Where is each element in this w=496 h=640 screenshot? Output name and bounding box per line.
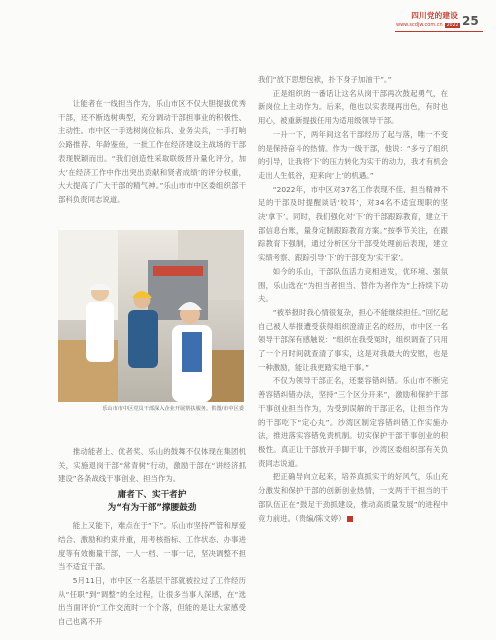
paragraph: 一升一下，两年间这名干部经历了起与落，唯一不变的是保持奋斗的热情。作为一级干部，他说：“多亏了组织的引导，让我将‘下’的压力转化为实干的动力，我才有机会走出人生低谷，迎来向‘上’的机遇。”	[258, 129, 448, 180]
paragraph-final	[258, 470, 448, 525]
paragraph: “被举报时我心情很复杂，担心不能继续担任。”回忆起自己被人举报遭受获得组织澄清正名的经历，市中区一名领导干部深有感触说：“组织在我受冤时，组织调查了只用了一个月时间就查清了事实，这是对我最大的安慰，也是一种激励，能让我更踏实地干事。”	[258, 307, 448, 372]
paragraph: 不仅为领导干部正名，还要容错纠错。乐山市不断完善容错纠错办法，坚持“三个区分开来”，激励和保护干部干事创业担当作为，为受到误解的干部正名，让担当作为的干部吃下“定心丸”。沙湾区制定容错纠错工作实施办法，推进落实容错免责机制。切实保护干部干事创业的积极性。真正让干部放开手脚干事，沙湾区委组织部有关负责同志说道。	[258, 376, 448, 468]
end-mark-icon	[347, 516, 353, 522]
masthead	[396, 10, 458, 28]
paragraph: 5月11日，市中区一名基层干部就被拉过了工作经历从“任职”到“调整”的全过程，让很多当事人深感，在“选出当面评价”工作交流时一个个落，但能的是让大家感受自己也离不开	[58, 575, 246, 627]
subheading-line-2: 为“有为干部”撑腰鼓劲	[107, 503, 197, 514]
photo-caption: 乐山市市中区党员干部深入企业开展帮扶服务。供图/市中区委	[102, 406, 244, 412]
paragraph-intro: 推动能者上、优者奖、乐山的鼓舞不仅体现在集团机关，实施退岗干部“常青树”行动，激励干部在“讲经济抓建设”各条战线干事创业、担当作为。	[58, 447, 246, 484]
site-url: www.scdjw.com.cn	[396, 22, 443, 28]
magazine-title: 四川党的建设	[411, 11, 458, 20]
article-photo	[58, 230, 244, 402]
page-number: 25	[462, 14, 479, 28]
magazine-site	[396, 22, 458, 28]
photo-illustration	[58, 230, 244, 402]
paragraph: 我们“放下思想包袱，扑下身子加油干”。”	[258, 75, 392, 84]
subheading-line-1: 庸者下、实干者护	[117, 490, 187, 501]
final-text: 把正确导向立起来，培养真抓实干的好风气，乐山充分激发和保护干部的创新创业热情，一支两干干担当的干部队伍正在“鼓足干劲抓建设，推动高质量发展”的进程中竞力前进。（贵编/陈文婷）	[258, 472, 448, 523]
page-header	[0, 0, 496, 52]
paragraph: 让能者在一线担当作为，乐山市区不仅大胆提拔优秀干部，还不断选树典型，充分调动干部担事业的积极性、主动性。市中区一手选树岗位标兵、业务尖兵，一手打响公路推荐、年龄鉴鱼，一批工作在经济建设主战场的干部表现脱颖而出。“我们创造性采取联级晋升量化评分，加大‘在经济工作中作出突出贡献和贤者成绩’的评分权重，大大提高了广大干部的精气神。”乐山市市中区委组织部干部科负责同志说道。	[58, 99, 246, 204]
header-rule	[395, 31, 483, 32]
paragraph: 如今的乐山，干部队伍活力竞相迸发，优环境、强氛围，乐山选在“为担当者担当、替作为者作为”上持续下功夫。	[258, 266, 448, 304]
paragraph: “2022年，市中区对37名工作表现不佳、担当精神不足的干部及时提醒谈话‘咬耳’，对34名不适宜现职的坚决‘拿下’。同时，我们强化对‘下’的干部跟踪教育，建立干部信息台账，量身定制跟踪教育方案。”按季节关注，在跟踪教育下强制，通过分析区分干部受处理前后表现，建立实绩考察、跟踪引导‘下’的干部变为‘实干家’。	[258, 184, 448, 263]
left-column-bottom	[58, 445, 246, 629]
right-column	[258, 73, 448, 525]
issue-badge: 2022	[446, 23, 459, 28]
paragraph: 正是组织的一番话让这名从岗干部再次鼓起勇气，在新岗位上主动作为。后来，他也以实表现再出色，有时也用心，被重新提拔任用为适用级领导干部。	[258, 88, 448, 126]
section-subheading	[58, 489, 246, 515]
left-column-top	[58, 97, 246, 207]
paragraph: 能上又能下，难点在于“下”。乐山市坚持严管和厚爱结合、激励和约束并重，用考核指标、工作状态、办事进度等有效衡量干部，一人一档、一事一记，坚决调整不担当不适宜干部。	[58, 521, 246, 572]
